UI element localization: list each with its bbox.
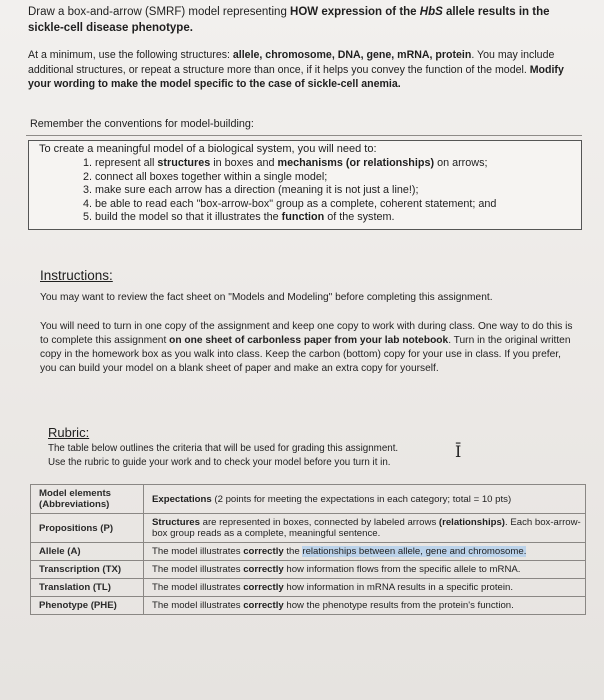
rubric-bold: Structures — [152, 517, 200, 528]
rubric-table — [30, 484, 586, 615]
convention-text: on arrows; — [434, 157, 488, 169]
convention-bold: function — [281, 211, 325, 224]
remember-heading: Remember the conventions for model-building: — [30, 118, 254, 130]
convention-item-4: 4. be able to read each "box-arrow-box" group as a complete, coherent statement; and — [83, 197, 497, 210]
highlighted-text-selection[interactable]: relationships between allele, gene and chromosome. — [302, 546, 527, 557]
rubric-header-elements: Model elements (Abbreviations) — [31, 485, 144, 514]
rubric-text: . Each box-arrow-box group reads as a complete, meaningful sentence. — [152, 517, 581, 539]
rubric-text: are represented in boxes, connected by labeled arrows — [199, 517, 439, 528]
rubric-line-2: Use the rubric to guide your work and to check your model before you turn it in. — [48, 457, 391, 468]
rubric-header-text: (2 points for meeting the expectations in each category; total = 10 pts) — [211, 493, 512, 505]
rubric-bold: (relationships) — [438, 517, 506, 528]
divider — [26, 135, 582, 136]
convention-text: in boxes and — [210, 157, 278, 169]
rubric-expectation — [144, 579, 586, 597]
convention-bold: structures — [157, 157, 211, 169]
table-row — [31, 597, 586, 615]
rubric-header-row — [31, 485, 586, 514]
rubric-element: Transcription (TX) — [31, 561, 144, 579]
assignment-title — [28, 4, 588, 36]
rubric-text: how the phenotype results from the protein's function. — [283, 600, 514, 611]
rubric-bold: correctly — [243, 600, 284, 611]
conventions-list — [83, 157, 573, 225]
rubric-expectation — [144, 561, 586, 579]
intro-structures: allele, chromosome, DNA, gene, mRNA, protein — [232, 49, 472, 61]
table-row — [31, 579, 586, 597]
rubric-bold: correctly — [243, 546, 284, 557]
convention-item-1 — [83, 157, 573, 171]
convention-text: 5. build the model so that it illustrates the — [83, 211, 282, 224]
rubric-expectation — [144, 597, 586, 615]
rubric-text: The model illustrates — [152, 582, 244, 593]
rubric-element: Translation (TL) — [31, 579, 144, 597]
intro-modify-note: Modify your wording to make the model specific to the case of sickle-cell anemia. — [28, 63, 564, 90]
convention-item-5 — [83, 211, 573, 225]
convention-item-2: 2. connect all boxes together within a single model; — [83, 170, 328, 183]
table-row — [31, 561, 586, 579]
instructions-heading: Instructions: — [40, 268, 113, 283]
instructions-text: You will need to turn in one copy of the assignment and keep one copy to work with during class. One way to do this is to complete this assignment — [40, 321, 573, 346]
table-row — [31, 514, 586, 543]
rubric-text: The model illustrates — [152, 564, 244, 575]
rubric-text: how information in mRNA results in a specific protein. — [283, 582, 513, 593]
instructions-paragraph-1: You may want to review the fact sheet on "Models and Modeling" before completing this assignment. — [40, 292, 493, 303]
rubric-text: the — [283, 546, 303, 557]
instructions-bold: on one sheet of carbonless paper from your lab notebook — [169, 335, 449, 346]
rubric-line-1: The table below outlines the criteria that will be used for grading this assignment. — [48, 443, 399, 454]
rubric-bold: correctly — [243, 564, 284, 575]
rubric-header-expectations — [144, 485, 586, 514]
rubric-heading: Rubric: — [48, 425, 90, 440]
convention-item-3: 3. make sure each arrow has a direction (meaning it is not just a line!); — [83, 184, 419, 197]
text-cursor-icon: Ī — [455, 442, 462, 461]
rubric-text: The model illustrates — [152, 600, 244, 611]
convention-text: 1. represent all — [83, 157, 158, 169]
intro-text: At a minimum, use the following structures: — [28, 49, 233, 61]
conventions-box — [28, 140, 582, 230]
rubric-element: Allele (A) — [31, 543, 144, 561]
conventions-intro: To create a meaningful model of a biological system, you will need to: — [39, 143, 377, 155]
instructions-paragraph-2 — [40, 320, 580, 376]
title-bold-text: HOW expression of the — [290, 6, 420, 18]
intro-paragraph — [28, 48, 588, 92]
instructions-text: . Turn in the original written copy in the homework box as you walk into class. Keep the carbon (bottom) copy for your use in class. If you prefer, you can build your model on a blank sheet of paper and make an extra copy for yourself. — [40, 335, 571, 374]
rubric-element: Propositions (P) — [31, 514, 144, 543]
title-text: Draw a box-and-arrow (SMRF) model representing — [28, 6, 291, 18]
rubric-text: The model illustrates — [152, 546, 244, 557]
intro-text-2: . You may include additional structures, or repeat a structure more than once, if it helps you convey the function of the model. — [28, 49, 555, 76]
convention-bold: mechanisms (or relationships) — [277, 157, 435, 169]
rubric-text: how information flows from the specific allele to mRNA. — [283, 564, 521, 575]
rubric-header-bold: Expectations — [152, 493, 212, 505]
title-bold-text-end: allele results in the sickle-cell disease phenotype. — [28, 6, 550, 34]
rubric-element: Phenotype (PHE) — [31, 597, 144, 615]
title-allele-name: HbS — [419, 6, 443, 18]
convention-text: of the system. — [324, 211, 395, 224]
rubric-expectation — [144, 543, 586, 561]
rubric-bold: correctly — [243, 582, 284, 593]
table-row — [31, 543, 586, 561]
rubric-expectation — [144, 514, 586, 543]
